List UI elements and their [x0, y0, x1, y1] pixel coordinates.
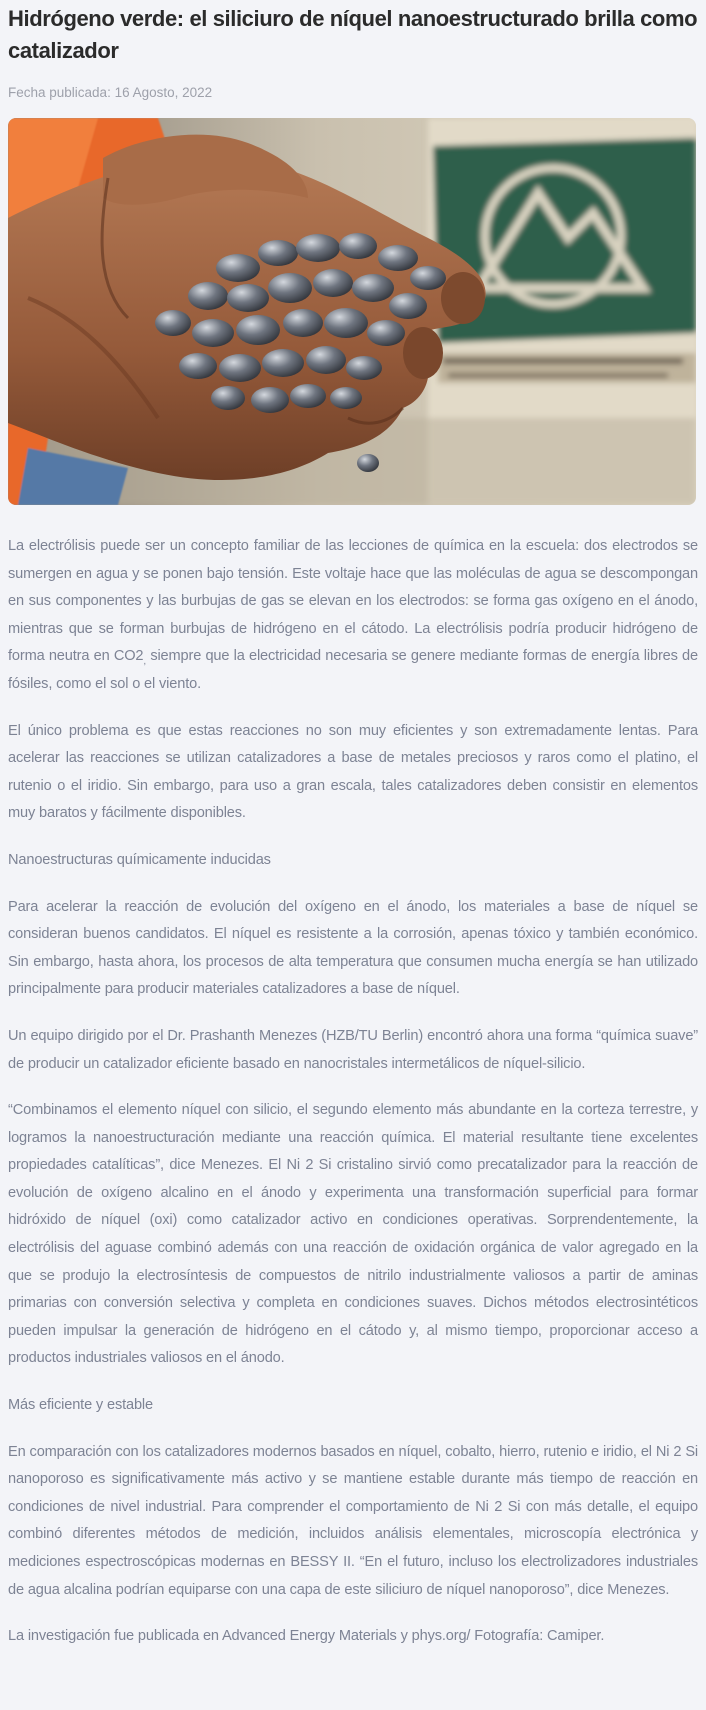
article-body — [8, 533, 698, 1651]
section-heading-2: Más eficiente y estable — [8, 1397, 153, 1414]
hands-holding-nickel-photo — [8, 118, 696, 505]
paragraph-4: Un equipo dirigido por el Dr. Prashanth Menezes (HZB/TU Berlin) encontró ahora una forma “química suave” de producir un catalizador eficiente basado en nanocristales intermetálicos de níquel-silicio. — [8, 1027, 698, 1072]
publish-date: Fecha publicada: 16 Agosto, 2022 — [8, 85, 213, 100]
paragraph-7: La investigación fue publicada en Advanced Energy Materials y phys.org/ Fotografía: Camiper. — [8, 1628, 605, 1645]
paragraph-2: El único problema es que estas reacciones no son muy eficientes y son extremadamente lentas. Para acelerar las reacciones se utilizan catalizadores a base de metales preciosos y raros como el platino, el rutenio o el iridio. Sin embargo, para uso a gran escala, tales catalizadores deben consistir en elementos muy baratos y fácilmente disponibles. — [8, 722, 698, 822]
paragraph-3: Para acelerar la reacción de evolución del oxígeno en el ánodo, los materiales a base de níquel se consideran buenos candidatos. El níquel es resistente a la corrosión, apenas tóxico y también económico. Sin embargo, hasta ahora, los procesos de alta temperatura que consumen mucha energía se han utilizado principalmente para producir materiales catalizadores a base de níquel. — [8, 898, 698, 998]
article-title: Hidrógeno verde: el siliciuro de níquel nanoestructurado brilla como catalizador — [8, 6, 698, 63]
paragraph-5: “Combinamos el elemento níquel con silicio, el segundo elemento más abundante en la corteza terrestre, y logramos la nanoestructuración mediante una reacción química. El material resultante tiene excelentes propiedades catalíticas”, dice Menezes. El Ni 2 Si cristalino sirvió como precatalizador para la reacción de evolución de oxígeno alcalino en el ánodo y experimenta una transformación superficial para formar hidróxido de níquel (oxi) como catalizador activo en condiciones operativas. Sorprendentemente, la electrólisis del aguase combinó además con una reacción de oxidación orgánica de valor agregado en la que se produjo la electrosíntesis de compuestos de nitrilo industrialmente valiosos a partir de aminas primarias con conversión selectiva y completa en condiciones suaves. Dichos métodos electrosintéticos pueden impulsar la generación de hidrógeno en el cátodo y, al mismo tiempo, proporcionar acceso a productos industriales valiosos en el ánodo. — [8, 1102, 698, 1367]
section-heading-1: Nanoestructuras químicamente inducidas — [8, 851, 271, 868]
paragraph-6: En comparación con los catalizadores modernos basados en níquel, cobalto, hierro, rutenio e iridio, el Ni 2 Si nanoporoso es significativamente más activo y se mantiene estable durante más tiempo de reacción en condiciones de nivel industrial. Para comprender el comportamiento de Ni 2 Si con más detalle, el equipo combinó diferentes métodos de medición, incluidos análisis elementales, microscopía electrónica y mediciones espectroscópicas modernas en BESSY II. “En el futuro, incluso los electrolizadores industriales de agua alcalina podrían equiparse con una capa de este siliciuro de níquel nanoporoso”, dice Menezes. — [8, 1443, 698, 1598]
paragraph-1: La electrólisis puede ser un concepto familiar de las lecciones de química en la escuela: dos electrodos se sumergen en agua y se ponen bajo tensión. Este voltaje hace que las moléculas de agua se descompongan en sus componentes y las burbujas de gas se elevan en los electrodos: se forma gas oxígeno en el ánodo, mientras que se forman burbujas de hidrógeno en el cátodo. La electrólisis podría producir hidrógeno de forma neutra en $CO2_,$ siempre que la electricidad necesaria se genere mediante formas de energía libres de fósiles, como el sol o el viento. — [8, 538, 698, 692]
hero-image — [8, 118, 696, 505]
